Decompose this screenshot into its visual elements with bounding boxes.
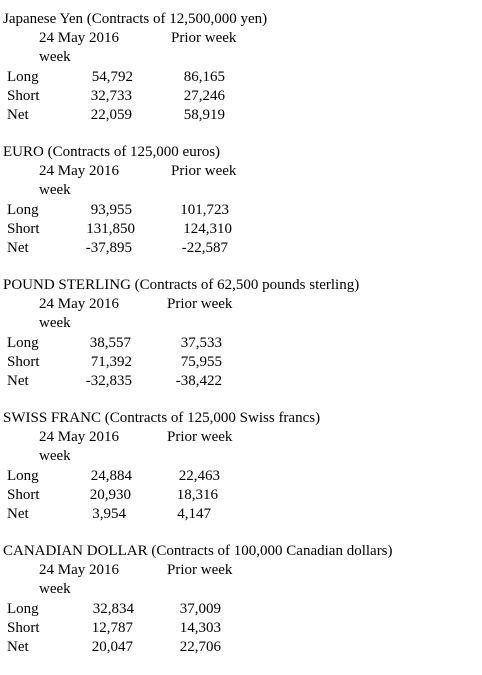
row-label: Short xyxy=(7,354,40,370)
current-value: 38,557 xyxy=(89,335,131,351)
row-label: Net xyxy=(7,639,29,655)
prior-value: 101,723 xyxy=(180,202,229,218)
prior-value: 37,533 xyxy=(180,335,222,351)
current-value: 131,850 xyxy=(86,221,135,237)
section-swiss-franc xyxy=(0,409,482,542)
row-label: Net xyxy=(7,240,29,256)
column-header-current-week: week xyxy=(39,448,71,464)
current-value: 12,787 xyxy=(91,620,133,636)
row-label: Net xyxy=(7,506,29,522)
current-value: 3,954 xyxy=(92,506,126,522)
section-title: EURO (Contracts of 125,000 euros) xyxy=(3,144,221,160)
current-value: -32,835 xyxy=(85,373,132,389)
prior-value: 4,147 xyxy=(177,506,211,522)
section-pound-sterling xyxy=(0,276,482,409)
current-value: 32,733 xyxy=(90,88,132,104)
section-japanese-yen xyxy=(0,10,482,143)
row-long xyxy=(0,334,482,353)
section-canadian-dollar xyxy=(0,542,482,675)
row-short xyxy=(0,353,482,372)
row-label: Short xyxy=(7,221,40,237)
row-label: Short xyxy=(7,487,40,503)
column-header-current-week: week xyxy=(39,182,71,198)
prior-value: 58,919 xyxy=(183,107,225,123)
column-header-current: 24 May 2016 xyxy=(39,163,119,179)
section-title: Japanese Yen (Contracts of 12,500,000 yen) xyxy=(3,11,268,27)
row-net xyxy=(0,239,482,258)
column-header-prior: Prior week xyxy=(167,429,233,445)
row-short xyxy=(0,486,482,505)
current-value: -37,895 xyxy=(85,240,132,256)
column-header-prior: Prior week xyxy=(167,562,233,578)
prior-value: -22,587 xyxy=(181,240,228,256)
prior-value: 37,009 xyxy=(179,601,221,617)
row-net xyxy=(0,372,482,391)
prior-value: 14,303 xyxy=(179,620,221,636)
column-header-current: 24 May 2016 xyxy=(39,562,119,578)
prior-value: 86,165 xyxy=(183,69,225,85)
column-header-current: 24 May 2016 xyxy=(39,429,119,445)
current-value: 54,792 xyxy=(91,69,133,85)
row-label: Long xyxy=(7,335,39,351)
prior-value: 27,246 xyxy=(183,88,225,104)
column-header-prior: Prior week xyxy=(171,30,237,46)
row-label: Long xyxy=(7,69,39,85)
column-header-current-week: week xyxy=(39,581,71,597)
row-label: Net xyxy=(7,373,29,389)
column-header-prior: Prior week xyxy=(171,163,237,179)
current-value: 20,930 xyxy=(89,487,131,503)
current-value: 93,955 xyxy=(90,202,132,218)
row-short xyxy=(0,87,482,106)
row-short xyxy=(0,220,482,239)
row-net xyxy=(0,638,482,657)
prior-value: 75,955 xyxy=(180,354,222,370)
row-net xyxy=(0,106,482,125)
column-header-current-week: week xyxy=(39,49,71,65)
current-value: 20,047 xyxy=(91,639,133,655)
row-long xyxy=(0,68,482,87)
row-long xyxy=(0,600,482,619)
current-value: 71,392 xyxy=(90,354,132,370)
current-value: 24,884 xyxy=(90,468,132,484)
section-title: SWISS FRANC (Contracts of 125,000 Swiss francs) xyxy=(3,410,321,426)
prior-value: 22,463 xyxy=(178,468,220,484)
row-label: Long xyxy=(7,468,39,484)
row-net xyxy=(0,505,482,524)
row-label: Long xyxy=(7,202,39,218)
row-label: Short xyxy=(7,620,40,636)
column-header-prior: Prior week xyxy=(167,296,233,312)
section-title: CANADIAN DOLLAR (Contracts of 100,000 Canadian dollars) xyxy=(3,543,393,559)
column-header-current: 24 May 2016 xyxy=(39,296,119,312)
prior-value: 124,310 xyxy=(183,221,232,237)
prior-value: 18,316 xyxy=(176,487,218,503)
column-header-current: 24 May 2016 xyxy=(39,30,119,46)
row-label: Short xyxy=(7,88,40,104)
row-label: Long xyxy=(7,601,39,617)
prior-value: -38,422 xyxy=(175,373,222,389)
row-long xyxy=(0,201,482,220)
row-long xyxy=(0,467,482,486)
current-value: 32,834 xyxy=(92,601,134,617)
row-short xyxy=(0,619,482,638)
current-value: 22,059 xyxy=(90,107,132,123)
section-euro xyxy=(0,143,482,276)
section-title: POUND STERLING (Contracts of 62,500 pounds sterling) xyxy=(3,277,360,293)
row-label: Net xyxy=(7,107,29,123)
column-header-current-week: week xyxy=(39,315,71,331)
prior-value: 22,706 xyxy=(179,639,221,655)
